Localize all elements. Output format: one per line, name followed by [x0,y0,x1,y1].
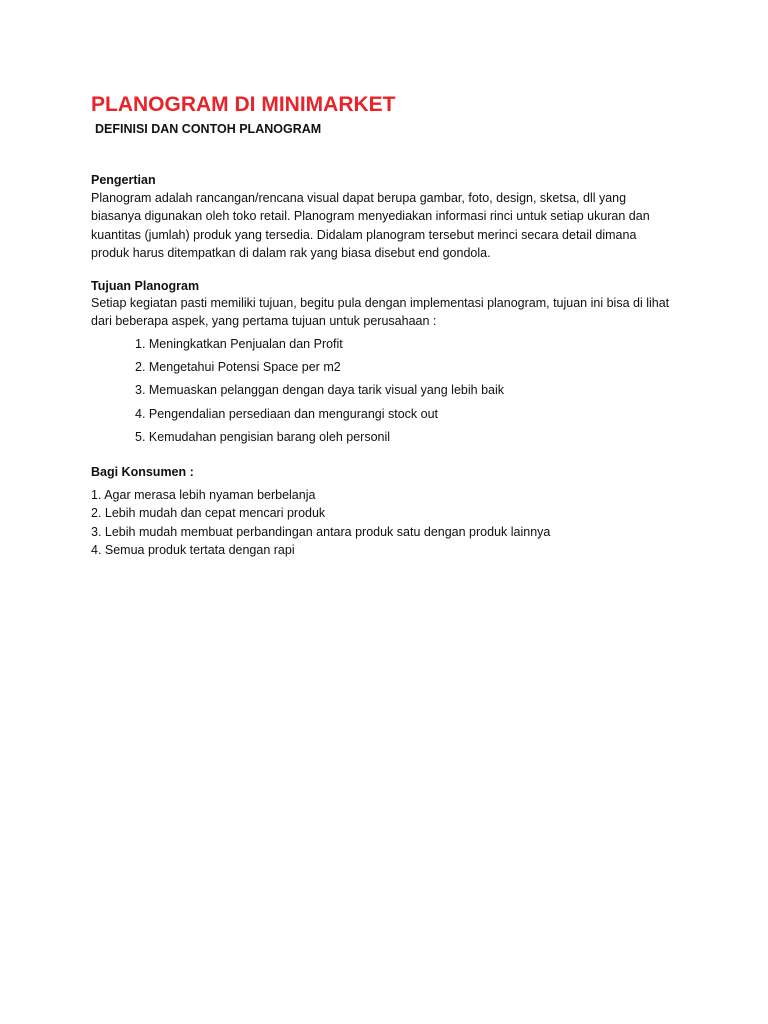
paragraph-tujuan [91,294,691,331]
document-subtitle: DEFINISI DAN CONTOH PLANOGRAM [95,122,322,136]
paragraph-line: Planogram adalah rancangan/rencana visual dapat berupa gambar, foto, design, sketsa, dll yang [91,191,627,205]
paragraph-line: kuantitas (jumlah) produk yang tersedia. Didalam planogram tersebut merinci secara detail dimana [91,227,637,242]
heading-pengertian: Pengertian [91,173,156,187]
document-title: PLANOGRAM DI MINIMARKET [91,93,396,116]
list-item: 1. Agar merasa lebih nyaman berbelanja [91,488,316,502]
list-item: 4. Semua produk tertata dengan rapi [91,542,295,557]
heading-bagi-konsumen: Bagi Konsumen : [91,465,194,479]
list-item: 3. Memuaskan pelanggan dengan daya tarik visual yang lebih baik [135,383,504,398]
paragraph-line: biasanya digunakan oleh toko retail. Planogram menyediakan informasi rinci untuk setiap ukuran dan [91,209,650,224]
heading-tujuan-planogram: Tujuan Planogram [91,279,200,293]
paragraph-line: Setiap kegiatan pasti memiliki tujuan, begitu pula dengan implementasi planogram, tujuan ini bisa di lihat [91,296,670,310]
konsumen-list [91,487,550,560]
list-item: 3. Lebih mudah membuat perbandingan antara produk satu dengan produk lainnya [91,524,551,539]
tujuan-perusahaan-list [135,336,504,452]
list-item: 2. Lebih mudah dan cepat mencari produk [91,506,326,521]
list-item: 4. Pengendalian persediaan dan mengurangi stock out [135,406,438,421]
paragraph-pengertian [91,189,691,262]
paragraph-line: produk harus ditempatkan di dalam rak yang biasa disebut end gondola. [91,245,491,260]
list-item: 1. Meningkatkan Penjualan dan Profit [135,337,343,351]
paragraph-line: dari beberapa aspek, yang pertama tujuan untuk perusahaan : [91,314,437,329]
list-item: 5. Kemudahan pengisian barang oleh personil [135,429,391,444]
list-item: 2. Mengetahui Potensi Space per m2 [135,360,341,375]
